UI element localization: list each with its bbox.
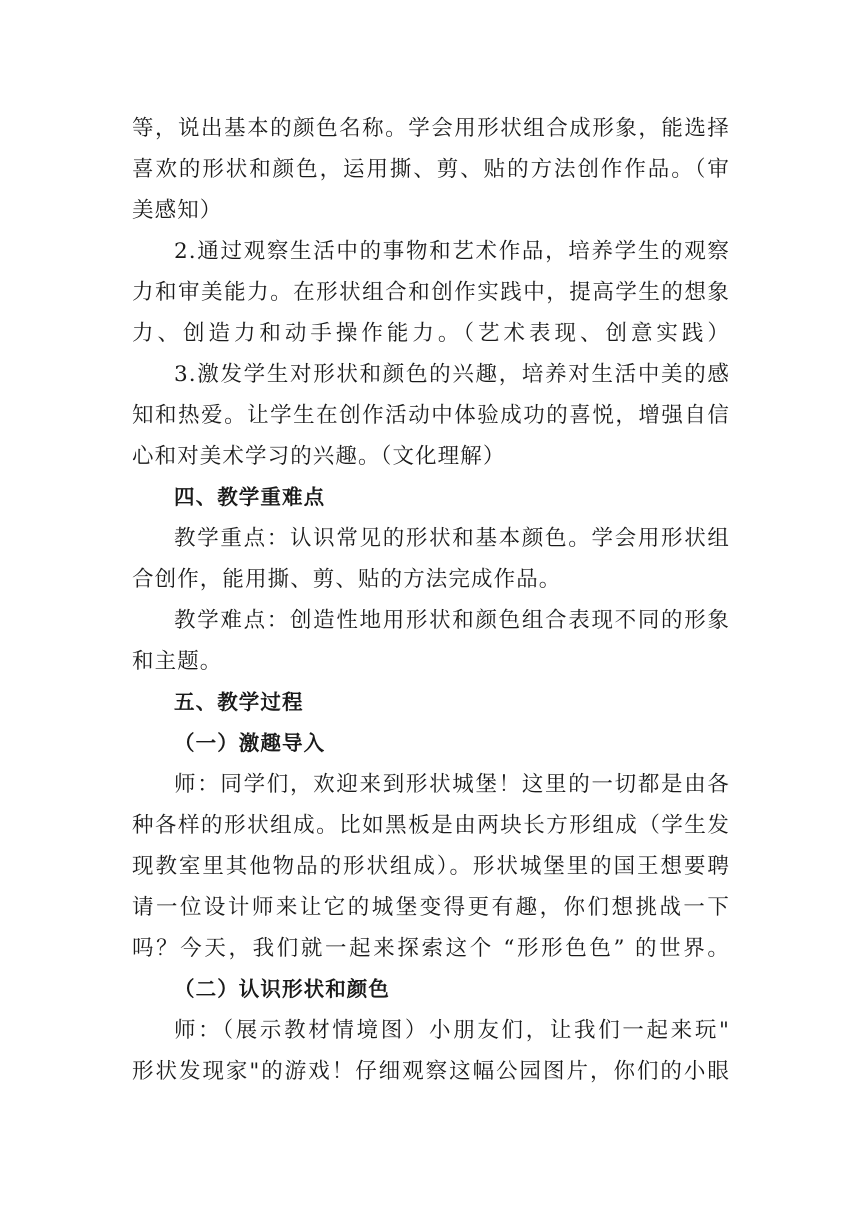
paragraph-line: 和主题。 <box>132 649 223 674</box>
subsection-heading-2: （二）认识形状和颜色 <box>174 977 390 1001</box>
paragraph-line: 力、创造力和动手操作能力。（艺术表现、创意实践） <box>132 321 730 346</box>
section-heading-4: 四、教学重难点 <box>174 485 326 509</box>
paragraph-line: 请一位设计师来让它的城堡变得更有趣，你们想挑战一下 <box>132 895 730 920</box>
paragraph-line: 3.激发学生对形状和颜色的兴趣，培养对生活中美的感 <box>174 362 730 387</box>
paragraph-line: 心和对美术学习的兴趣。（文化理解） <box>132 444 506 469</box>
paragraph-line: 美感知） <box>132 198 223 223</box>
paragraph-line: 师：（展示教材情境图）小朋友们，让我们一起来玩" <box>174 1018 730 1043</box>
section-heading-5: 五、教学过程 <box>174 690 304 714</box>
paragraph-line: 等，说出基本的颜色名称。学会用形状组合成形象，能选择 <box>132 116 730 141</box>
paragraph-line: 力和审美能力。在形状组合和创作实践中，提高学生的想象 <box>132 280 730 305</box>
subsection-heading-1: （一）激趣导入 <box>174 731 326 755</box>
document-page <box>132 108 730 1092</box>
paragraph-line: 喜欢的形状和颜色，运用撕、剪、贴的方法创作作品。（审 <box>132 157 730 182</box>
paragraph-line: 种各样的形状组成。比如黑板是由两块长方形组成（学生发 <box>132 813 730 838</box>
paragraph-line: 教学重点：认识常见的形状和基本颜色。学会用形状组 <box>174 526 730 551</box>
paragraph-line: 2.通过观察生活中的事物和艺术作品，培养学生的观察 <box>174 239 730 264</box>
paragraph-line: 合创作，能用撕、剪、贴的方法完成作品。 <box>132 567 562 592</box>
paragraph-line: 知和热爱。让学生在创作活动中体验成功的喜悦，增强自信 <box>132 403 730 428</box>
paragraph-line: 吗？今天，我们就一起来探索这个 “形形色色” 的世界。 <box>132 936 730 961</box>
paragraph-line: 师：同学们，欢迎来到形状城堡！这里的一切都是由各 <box>174 772 730 797</box>
paragraph-line: 现教室里其他物品的形状组成）。形状城堡里的国王想要聘 <box>132 854 730 879</box>
paragraph-line: 形状发现家"的游戏！仔细观察这幅公园图片，你们的小眼 <box>132 1059 730 1084</box>
paragraph-line: 教学难点：创造性地用形状和颜色组合表现不同的形象 <box>174 608 730 633</box>
